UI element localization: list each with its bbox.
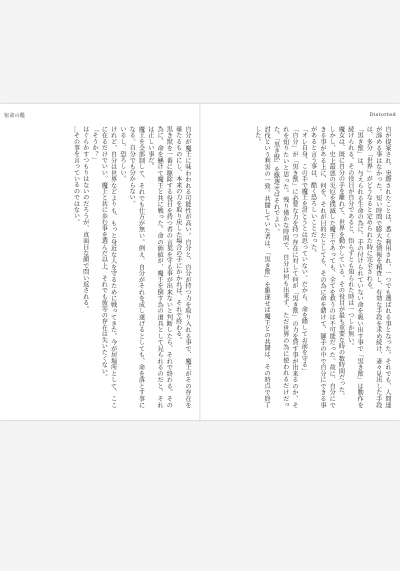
left-page: [6, 126, 192, 408]
right-page-text: 自が提案され、実際されたことは、悉く利用され、一つでも選ばれる事となった。それでも、人間達が諦める事はなかった。短い時間で膨大な情報を精査し、有効な手段を求め続け、妻々見出した手段は、多分「世界」がどうなると定められた時に完全される。 「黒き獣」は、与えられる生命の為に、手の付けられていない命を吸い出す事で「黒き獣」は動作を続けられる。その役目が自分であると、悟らずとも知られた時は一つしか無い。 魔女は、既に自分の手を離れて、世界を動かしている。その役目が最も重要な時の数時間だった。 しかし、史上最悪の災厄を撲滅した魔王であっても、全てを救うのは不可能だった。故に、自分にできる事がある上に、何を、それが目的だとしても、その為に命を賭けて、御手の中で自分にできる事があると言う事は、酷く恐ろしいことだった。 「オレ自身、この手で魔王を討とうとは思っていない。だから、命を賭してお前を守る」 「自分」が「黒き獣」に必要な力を持つ存在に対して何が「黒き獣」の力を貸す事が出来るのか、それを知りたいと思った。残り僅かな時間で、自分は何も出来ず、ただ世界の為に使われるだけだった。「黒き獣」を駆逐せばそれでよい。 討伐という利害の一致。共闘していた者は、「黒き獣」を駆逐せば魔王との共闘は、その時点で終了した。: [253, 126, 391, 408]
right-page: [206, 126, 392, 408]
page-gutter: [199, 104, 201, 420]
book-spread: [0, 104, 400, 420]
left-page-text: 自分が魔王に味わわれる可能性が高い。自分と、自分が持つ力を取り入れる事で、魔王がその存在を確たるものにし、本来の力を取り戻した場合の手にかかれば、それで終わる。 黒き獣を一番に駆除する役目を持つ者の言葉を守る事が出来ないと判断したら、それで終わる。その為に、命を懸けて魔王と共に戦った。命の価値が、魔王を倒す為の道具として見られるのだと、それは正しい事だ。 魔王を全部制して、それでも仕方が無い。例え、自分がそれを成し遂げるとしても、命を落とす事になる。自分でも分からない。 いるし、恐ろしい。 けれど、自分は世界などよりも、もっと身近な人を守るために戦ってきた。今が居場所として、ここに在るだけでいい。魔王と共に歩む事を選んだ以上、それでも彼等の存在は失いたくない。 「そうか？」 はぐらかすつもりはないのだろうが、真面目な顔で問い返される。 …その事を言っているのではない。: [72, 126, 191, 408]
running-header-left: 宿命の檻: [4, 113, 26, 119]
running-header-right: Distorted: [369, 112, 396, 118]
